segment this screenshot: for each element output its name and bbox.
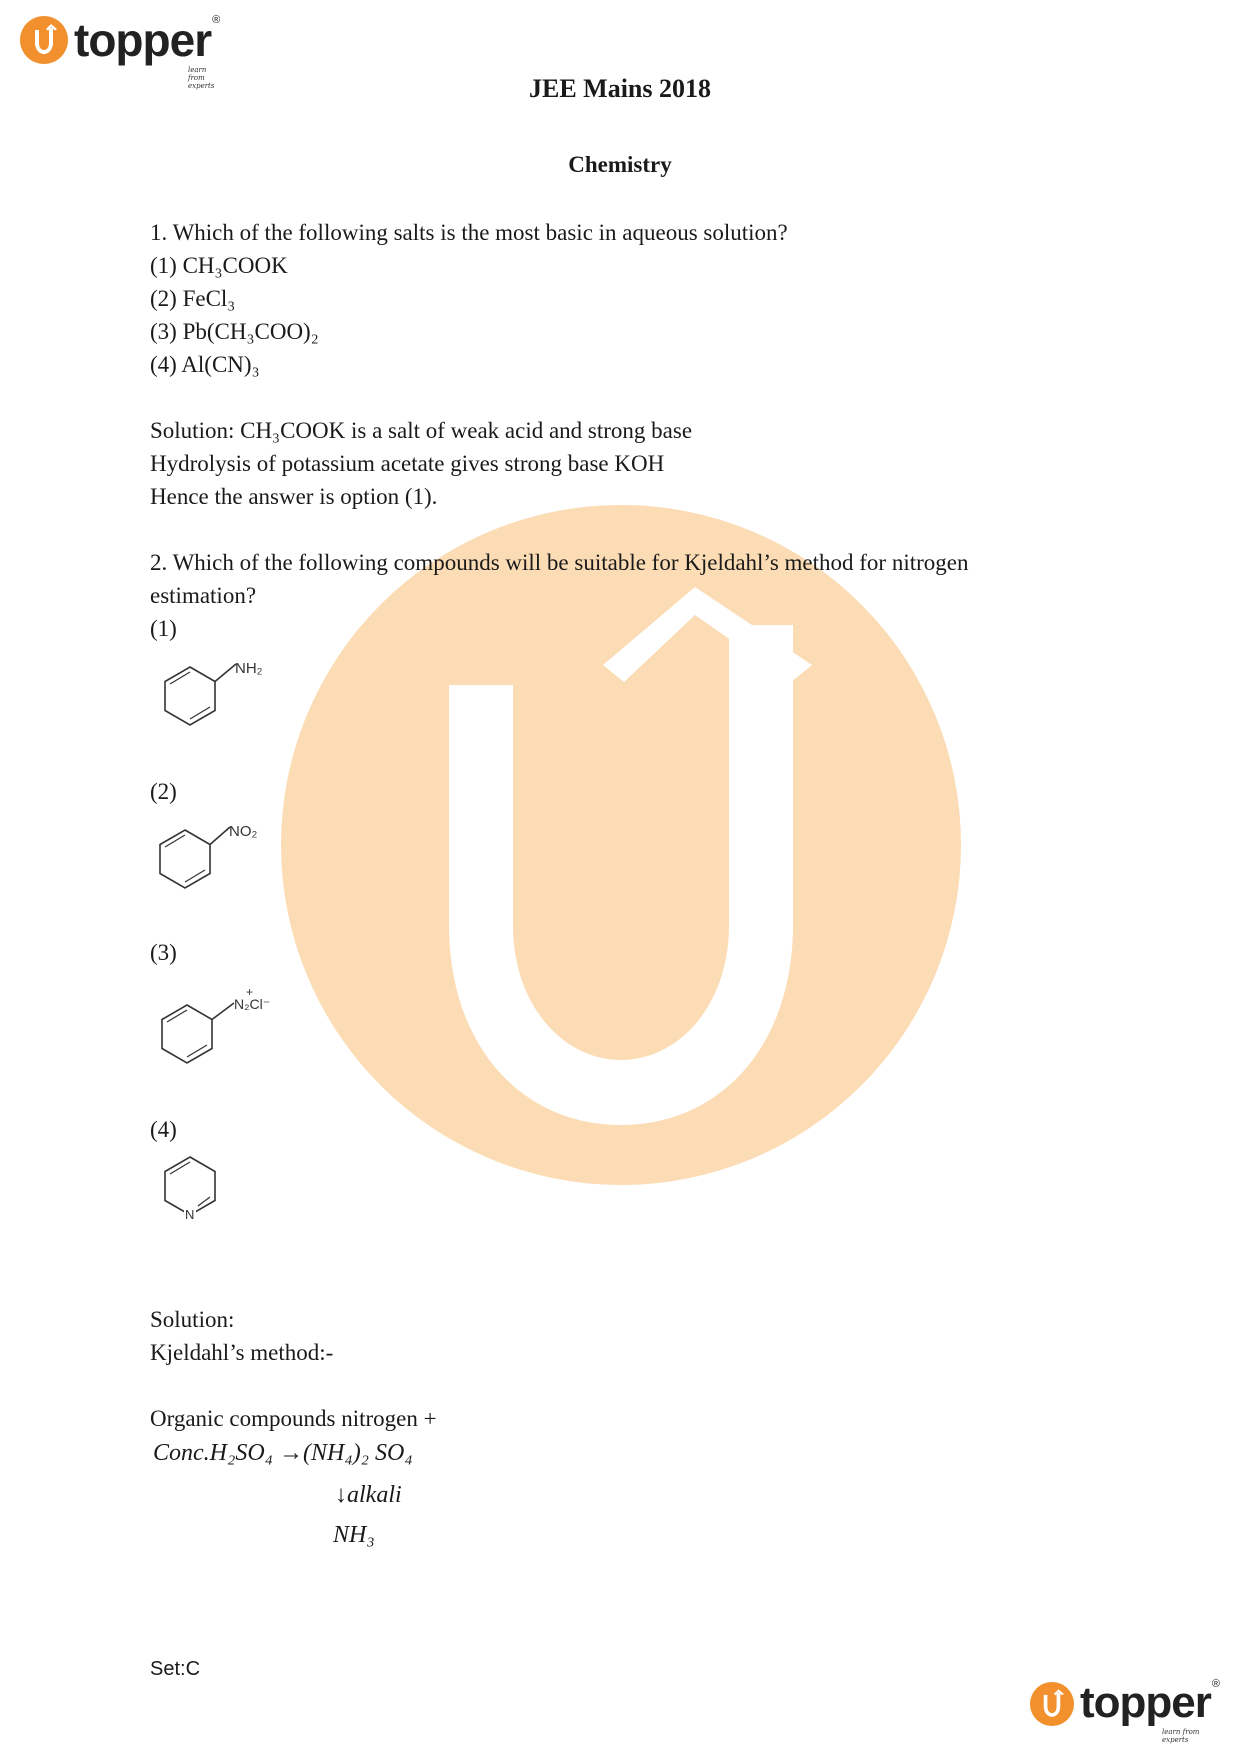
benzenediazonium-structure [150,985,300,1073]
diazonium-charge: + [246,985,254,999]
q2-option-3-label: (3) [150,940,177,965]
nitrobenzene-group-label: NO₂ [229,823,258,840]
utopper-logo-icon [20,16,68,64]
q1-option-3: (3) Pb(CH₃COO)₂ [150,319,319,344]
logo-wordmark: topper [1080,1678,1211,1727]
logo-wordmark: topper [74,14,212,66]
utopper-watermark-icon [281,505,961,1185]
q1-solution-line-1: Solution: CH₃COOK is a salt of weak acid and strong base [150,418,693,443]
subject-heading: Chemistry [568,152,672,177]
q1-question: 1. Which of the following salts is the most basic in aqueous solution? [150,220,788,245]
q1-option-4: (4) Al(CN)₃ [150,352,260,377]
q2-option-1-label: (1) [150,616,177,641]
q2-reaction-alkali: ↓alkali [335,1482,402,1508]
utopper-logo-icon [1030,1682,1074,1726]
q2-reaction-product: NH₃ [333,1522,375,1548]
set-label: Set:C [150,1658,201,1680]
header-logo [20,14,221,90]
q1-option-1: (1) CH₃COOK [150,253,288,278]
q2-solution-label: Solution: [150,1307,235,1332]
q2-method-heading: Kjeldahl’s method:- [150,1340,334,1365]
q2-reaction-equation: Conc.H₂SO₄ →(NH₄)₂ SO₄ [153,1440,413,1466]
document-title: JEE Mains 2018 [528,74,712,103]
q2-option-2-label: (2) [150,779,177,804]
q2-question-line-2: estimation? [150,583,257,608]
registered-mark: ® [1211,1678,1220,1690]
q1-solution-line-2: Hydrolysis of potassium acetate gives strong base KOH [150,451,665,476]
aniline-group-label: NH₂ [235,660,263,677]
footer-logo [1030,1678,1220,1744]
aniline-structure [150,652,290,740]
q2-option-4-label: (4) [150,1117,177,1142]
nitrobenzene-structure [150,815,290,903]
q2-question-line-1: 2. Which of the following compounds will be suitable for Kjeldahl’s method for nitrogen [150,550,969,575]
diazonium-group-label: N₂Cl⁻ [234,996,271,1012]
logo-tagline: learn from experts [188,66,215,90]
registered-mark: ® [212,14,221,26]
logo-tagline: learn from experts [1162,1728,1200,1744]
q2-reaction-line-1: Organic compounds nitrogen + [150,1406,437,1431]
q1-option-2: (2) FeCl₃ [150,286,236,311]
q1-solution-line-3: Hence the answer is option (1). [150,484,438,509]
pyridine-structure [150,1152,250,1240]
pyridine-nitrogen-label: N [185,1207,195,1222]
